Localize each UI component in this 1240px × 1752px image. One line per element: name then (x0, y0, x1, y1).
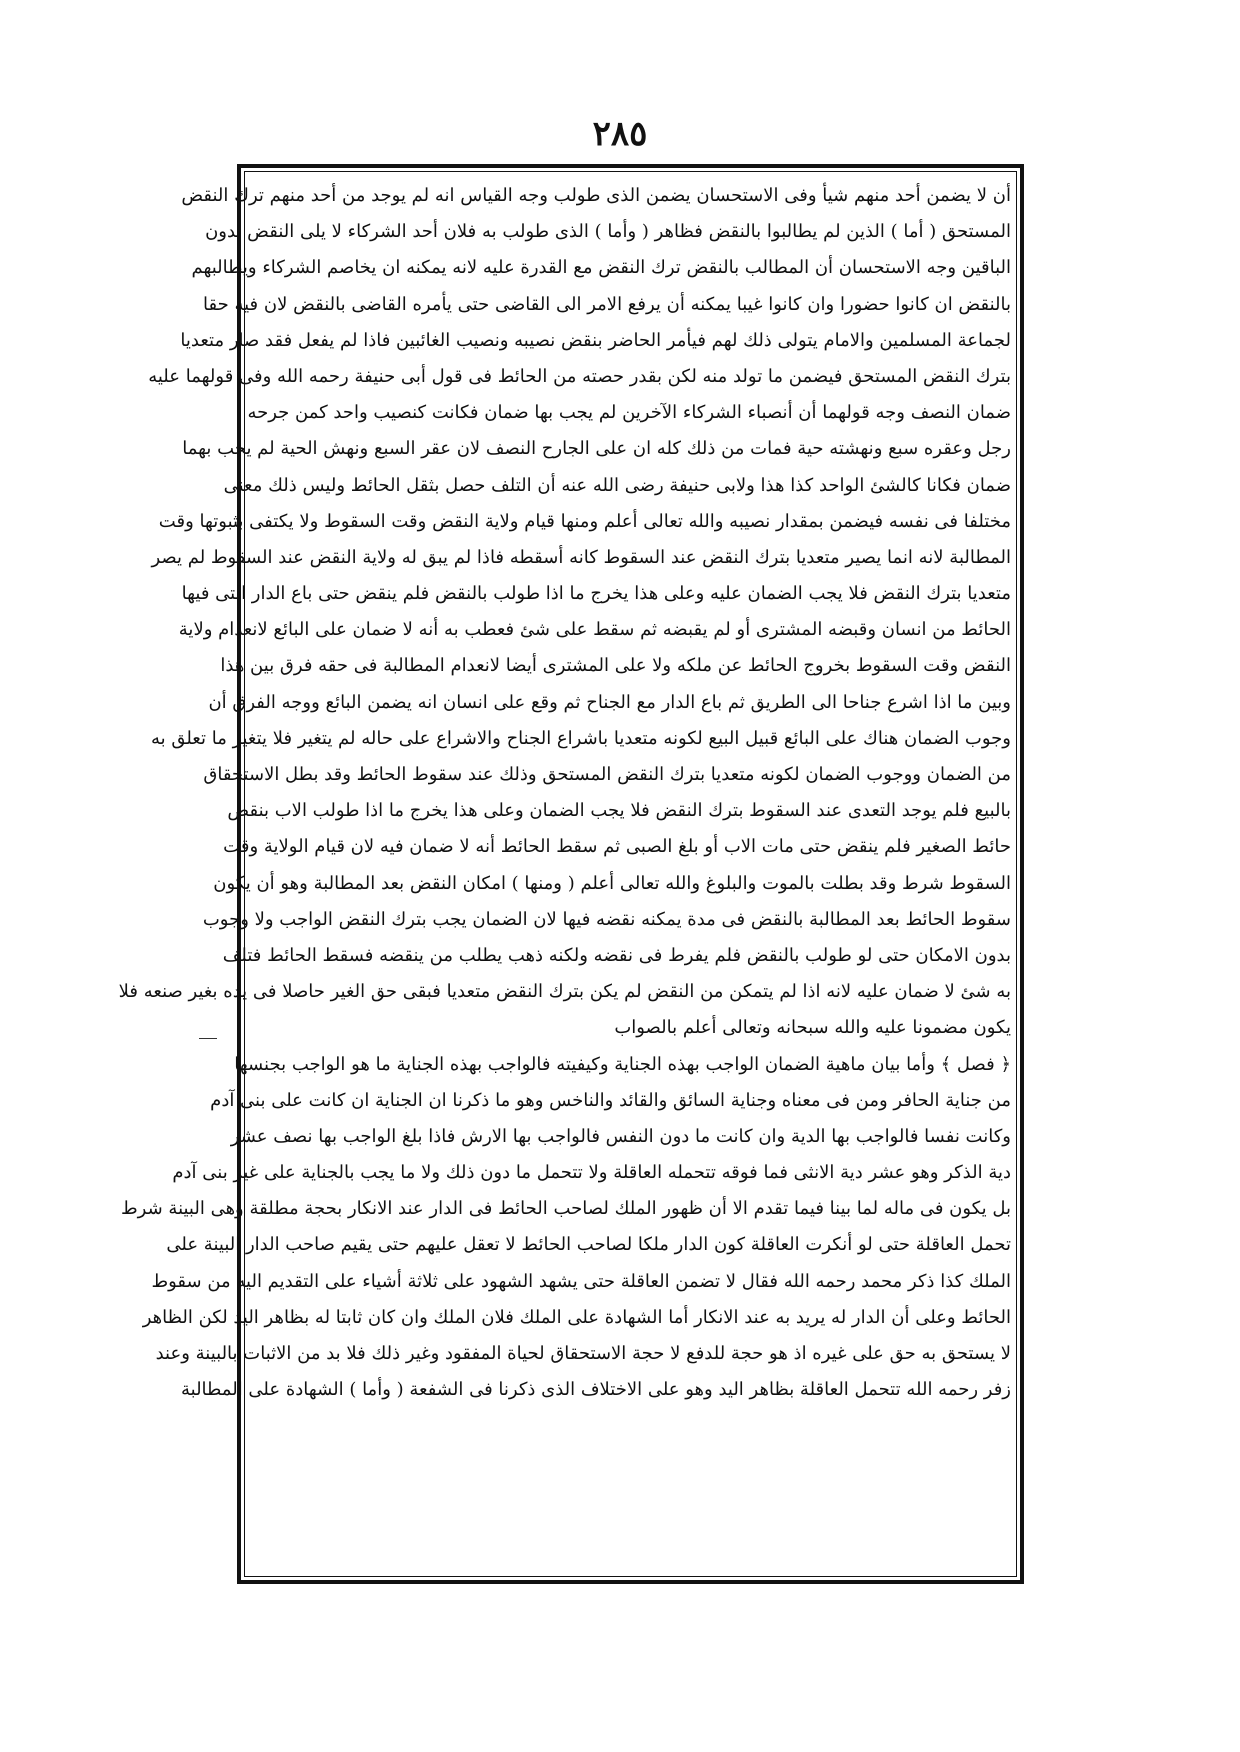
text-line: بالنقض ان كانوا حضورا وان كانوا غيبا يمكنه أن يرفع الامر الى القاضى حتى يأمره القاضى بالنقض لان فيه حقا (203, 293, 1011, 315)
text-line: حائط الصغير فلم ينقض حتى مات الاب أو بلغ الصبى ثم سقط الحائط أنه لا ضمان فيه لان قيام الولاية وقت (223, 836, 1011, 858)
text-line: زفر رحمه الله تتحمل العاقلة بظاهر اليد وهو على الاختلاف الذى ذكرنا فى الشفعة ( وأما ) الشهادة على المطالبة (180, 1379, 1011, 1401)
text-line: ضمان النصف وجه قولهما أن أنصباء الشركاء الآخرين لم يجب بها ضمان فكانت كنصيب واحد كمن جرحه (247, 402, 1011, 424)
text-line: بدون الامكان حتى لو طولب بالنقض فلم يفرط فى نقضه ولكنه ذهب يطلب من ينقضه فسقط الحائط فتلف (222, 944, 1011, 966)
text-line: سقوط الحائط بعد المطالبة بالنقض فى مدة يمكنه نقضه فيها لان الضمان يجب بترك النقض الواجب ولا وجوب (202, 908, 1011, 930)
text-line: متعديا بترك النقض فلا يجب الضمان عليه وعلى هذا يخرج ما اذا طولب بالنقض فلم ينقض حتى باع الدار التى فيها (181, 583, 1011, 605)
text-line: بل يكون فى ماله لما بينا فيما تقدم الا أن ظهور الملك لصاحب الحائط فى الدار عند الانكار بحجة مطلقة وهى البينة شرط (121, 1198, 1011, 1220)
text-line: دية الذكر وهو عشر دية الانثى فما فوقه تتحمله العاقلة ولا تتحمل ما دون ذلك ولا ما يجب بالجناية على غير بنى آدم (172, 1162, 1011, 1184)
body-text (118, 178, 1011, 1570)
page-number: ٢٨٥ (592, 114, 648, 154)
text-line: الملك كذا ذكر محمد رحمه الله فقال لا تضمن العاقلة حتى يشهد الشهود على ثلاثة أشياء على التقديم اليه من سقوط (151, 1270, 1011, 1292)
text-line: أن لا يضمن أحد منهم شيأ وفى الاستحسان يضمن الذى طولب وجه القياس انه لم يوجد من أحد منهم ترك النقض (181, 185, 1011, 206)
text-line: لا يستحق به حق على غيره اذ هو حجة للدفع لا حجة الاستحقاق لحياة المفقود وغير ذلك فلا بد من الاثبات بالبينة وعند (155, 1343, 1011, 1364)
text-line: به شئ لا ضمان عليه لانه اذا لم يتمكن من النقض لم يكن بترك النقض متعديا فبقى حق الغير حاصلا فى يده بغير صنعه فلا (118, 981, 1011, 1003)
text-line: رجل وعقره سبع ونهشته حية فمات من ذلك كله ان على الجارح النصف لان عقر السبع ونهش الحية لم يجب بهما (182, 438, 1011, 460)
text-line: المستحق ( أما ) الذين لم يطالبوا بالنقض فظاهر ( وأما ) الذى طولب به فلان أحد الشركاء لا يلى النقض بدون (205, 221, 1011, 243)
text-line: السقوط شرط وقد بطلت بالموت والبلوغ والله تعالى أعلم ( ومنها ) امكان النقض بعد المطالبة وهو أن يكون (213, 872, 1011, 894)
text-line: بالبيع فلم يوجد التعدى عند السقوط بترك النقض فلا يجب الضمان وعلى هذا يخرج ما اذا طولب الاب بنقض (227, 800, 1011, 822)
margin-mark (199, 1038, 217, 1039)
text-line: المطالبة لانه انما يصير متعديا بترك النقض عند السقوط كانه أسقطه فاذا لم يبق له ولاية النقض عند السقوط لم يصر (151, 546, 1011, 568)
text-line-paragraph-end: يكون مضمونا عليه والله سبحانه وتعالى أعلم بالصواب (614, 1017, 1011, 1039)
text-line: الباقين وجه الاستحسان أن المطالب بالنقض ترك النقض مع القدرة عليه لانه يمكنه ان يخاصم الشركاء ويطالبهم (191, 257, 1011, 279)
text-line: الحائط وعلى أن الدار له يريد به عند الانكار أما الشهادة على الملك فلان الملك وان كان ثابتا له بظاهر اليد لكن الظاهر (142, 1306, 1011, 1328)
text-line: لجماعة المسلمين والامام يتولى ذلك لهم فيأمر الحاضر بنقض نصيبه ونصيب الغائبين فاذا لم يفعل فقد صار متعديا (180, 329, 1011, 351)
text-line: من الضمان ووجوب الضمان لكونه متعديا بترك النقض المستحق وذلك عند سقوط الحائط وقد بطل الاستحقاق (203, 764, 1011, 785)
text-line: وكانت نفسا فالواجب بها الدية وان كانت ما دون النفس فالواجب بها الارش فاذا بلغ الواجب بها نصف عشر (230, 1125, 1011, 1147)
text-line: الحائط من انسان وقبضه المشترى أو لم يقبضه ثم سقط على شئ فعطب به أنه لا ضمان على البائع لانعدام ولاية (178, 619, 1011, 641)
text-line: من جناية الحافر ومن فى معناه وجناية السائق والقائد والناخس وهو ما ذكرنا ان الجناية ان كانت على بنى آدم (210, 1089, 1011, 1111)
text-line: وجوب الضمان هناك على البائع قبيل البيع لكونه متعديا باشراع الجناح والاشراع على حاله لم يتغير فلا يتغير ما تعلق به (150, 727, 1011, 749)
text-line: ضمان فكانا كالشئ الواحد كذا هذا ولابى حنيفة رضى الله عنه أن التلف حصل بثقل الحائط وليس ذلك معنى (223, 474, 1011, 496)
text-line: وبين ما اذا اشرع جناحا الى الطريق ثم باع الدار مع الجناح ثم وقع على انسان انه يضمن البائع ووجه الفرق أن (208, 691, 1011, 713)
text-line: النقض وقت السقوط بخروج الحائط عن ملكه ولا على المشترى أيضا لانعدام المطالبة فى حقه فرق بين هذا (220, 655, 1011, 677)
text-line: بترك النقض المستحق فيضمن ما تولد منه لكن بقدر حصته من الحائط فى قول أبى حنيفة رحمه الله وفى قولهما عليه (148, 365, 1011, 387)
section-heading-line: ﴿ فصل ﴾ وأما بيان ماهية الضمان الواجب بهذه الجناية وكيفيته فالواجب بهذه الجناية ما هو الواجب بجنسها (234, 1053, 1011, 1075)
text-line: مختلفا فى نفسه فيضمن بمقدار نصيبه والله تعالى أعلم ومنها قيام ولاية النقض وقت السقوط ولا يكتفى بثبوتها وقت (158, 510, 1011, 532)
text-line: تحمل العاقلة حتى لو أنكرت العاقلة كون الدار ملكا لصاحب الحائط لا تعقل عليهم حتى يقيم صاحب الدار البينة على (166, 1234, 1011, 1256)
